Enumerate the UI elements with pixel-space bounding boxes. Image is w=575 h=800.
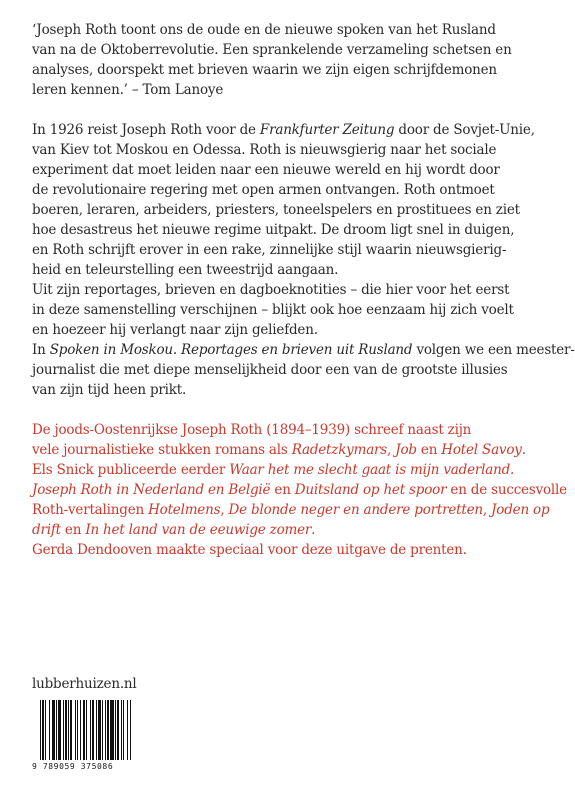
novel-title: Radetzkymars — [291, 442, 388, 458]
quote-line: ‘Joseph Roth toont ons de oude en de nieuwe spoken van het Rusland — [32, 22, 496, 38]
barcode-bars — [32, 700, 132, 760]
quote-line: van na de Oktoberrevolutie. Een sprankelende verzameling schetsen en — [32, 42, 512, 58]
book-title: Joden op — [491, 502, 550, 518]
bio-text: en — [416, 442, 442, 458]
quote-line: leren kennen.’ – Tom Lanoye — [32, 82, 224, 98]
bio-text: , — [387, 442, 396, 458]
description-line: van Kiev tot Moskou en Odessa. Roth is nieuwsgierig naar het sociale — [32, 142, 497, 158]
book-title: Hotelmens — [148, 502, 221, 518]
book-description — [32, 120, 575, 400]
bio-text: vele journalistieke stukken romans als — [32, 442, 292, 458]
quote-line: analyses, doorspekt met brieven waarin we zijn eigen schrijfdemonen — [32, 62, 497, 78]
barcode-space — [131, 700, 132, 760]
novel-title: Hotel Savoy — [441, 442, 522, 458]
newspaper-title: Frankfurter Zeitung — [259, 122, 395, 138]
description-line: Uit zijn reportages, brieven en dagboeknotities – die hier voor het eerst — [32, 282, 510, 298]
description-line: heid en teleurstelling een tweestrijd aangaan. — [32, 262, 339, 278]
book-title: Joseph Roth in Nederland en België — [32, 482, 271, 498]
description-line: boeren, leraren, arbeiders, priesters, toneelspelers en prostituees en ziet — [32, 202, 520, 218]
bio-text: en — [270, 482, 295, 498]
isbn-barcode — [32, 700, 132, 772]
description-line — [32, 340, 575, 360]
description-text: volgen we een meester- — [412, 342, 575, 358]
bio-text: en — [60, 522, 86, 538]
description-line: in deze samenstelling verschijnen – blijkt ook hoe eenzaam hij zich voelt — [32, 302, 514, 318]
book-title: De blonde neger en andere portretten — [228, 502, 483, 518]
bio-line — [32, 460, 515, 480]
description-line: en hoezeer hij verlangt naar zijn geliefden. — [32, 322, 318, 338]
book-title: Duitsland op het spoor — [294, 482, 447, 498]
description-line: journalist die met diepe menselijkheid door een van de grootste illusies — [32, 362, 508, 378]
bio-line: Gerda Dendooven maakte speciaal voor deze uitgave de prenten. — [32, 542, 467, 558]
description-line: en Roth schrijft erover in een rake, zinnelijke stijl waarin nieuwsgierig- — [32, 242, 507, 258]
book-title: In het land van de eeuwige zomer — [85, 522, 312, 538]
description-line: van zijn tijd heen prikt. — [32, 382, 187, 398]
book-title: drift — [32, 522, 61, 538]
bio-line — [32, 520, 472, 540]
bio-text: Els Snick publiceerde eerder — [32, 462, 230, 478]
description-text: In 1926 reist Joseph Roth voor de — [32, 122, 260, 138]
novel-title: Job — [395, 442, 417, 458]
bio-text: . — [521, 442, 526, 458]
book-title: Spoken in Moskou. Reportages en brieven uit Rusland — [49, 342, 413, 358]
publisher-website[interactable]: lubberhuizen.nl — [32, 676, 137, 692]
bio-line — [32, 480, 567, 500]
bio-text: en de succesvolle — [446, 482, 567, 498]
description-text: In — [32, 342, 50, 358]
isbn-digits: 9 789059 375086 — [32, 762, 114, 771]
bio-line — [32, 440, 526, 460]
description-line: hoe desastreus het nieuwe regime uitpakt. De droom ligt snel in duigen, — [32, 222, 515, 238]
bio-line — [32, 500, 550, 520]
back-cover-text — [32, 20, 575, 560]
description-line — [32, 120, 535, 140]
bio-text: , — [482, 502, 492, 518]
bio-text: . — [311, 522, 316, 538]
bio-text: Roth-vertalingen — [32, 502, 149, 518]
book-title: Waar het me slecht gaat is mijn vaderland. — [229, 462, 515, 478]
description-line: experiment dat moet leiden naar een nieuwe wereld en hij wordt door — [32, 162, 500, 178]
description-text: door de Sovjet-Unie, — [394, 122, 535, 138]
description-line: de revolutionaire regering met open armen ontvangen. Roth ontmoet — [32, 182, 495, 198]
author-bio — [32, 420, 567, 560]
bio-text: , — [220, 502, 229, 518]
bio-line: De joods-Oostenrijkse Joseph Roth (1894–1939) schreef naast zijn — [32, 422, 472, 438]
review-quote — [32, 20, 512, 100]
